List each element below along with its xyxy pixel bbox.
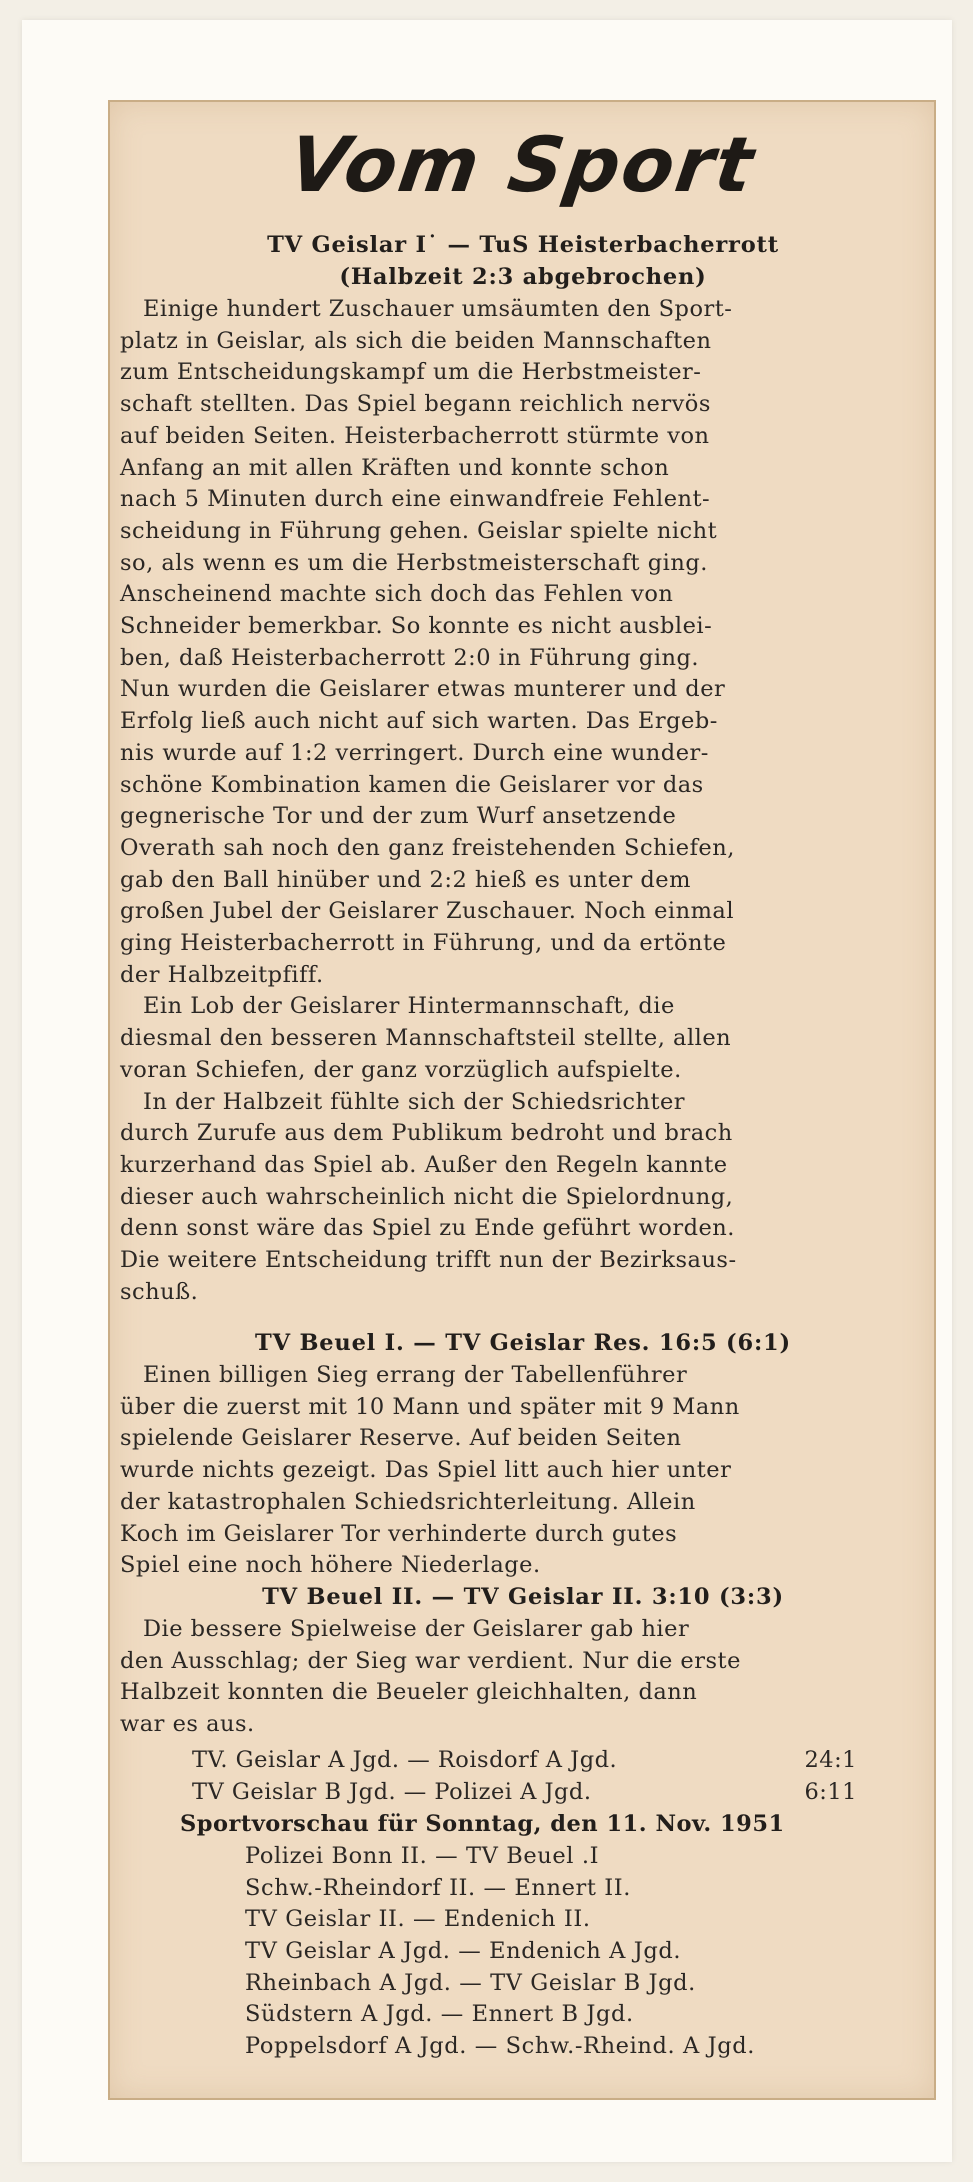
sport-preview-heading: Sportvorschau für Sonntag, den 11. Nov. 1951 <box>180 1811 785 1837</box>
article-2-body: Einen billigen Sieg errang der Tabellenführer über die zuerst mit 10 Mann und später mit 9 Mann spielende Geislarer Reserve. Auf beiden Seiten wurde nichts gezeigt. Das Spiel litt auch hier unter der katastrophalen Schiedsrichterleitung. Allein Koch im Geislarer Tor verhinderte durch gutes Spiel eine noch höhere Niederlage. <box>120 1362 740 1579</box>
article-3-headline: TV Beuel II. — TV Geislar II. 3:10 (3:3) <box>262 1584 784 1610</box>
fixture-item: TV Geislar A Jgd. — Endenich A Jgd. <box>245 1938 682 1965</box>
fixture-item: Rheinbach A Jgd. — TV Geislar B Jgd. <box>245 1969 696 1996</box>
article-1-subheadline: (Halbzeit 2:3 abgebrochen) <box>339 264 707 290</box>
fixture-item: Südstern A Jgd. — Ennert B Jgd. <box>245 2001 634 2028</box>
result-row <box>192 1777 857 1809</box>
result-match: TV. Geislar A Jgd. — Roisdorf A Jgd. <box>192 1747 618 1773</box>
fixture-item: Polizei Bonn II. — TV Beuel .I <box>245 1843 600 1869</box>
fixture-item: TV Geislar II. — Endenich II. <box>245 1906 591 1933</box>
fixture-list <box>245 1841 755 2063</box>
result-score: 6:11 <box>804 1778 857 1805</box>
result-row <box>192 1745 857 1777</box>
article-1-body: Einige hundert Zuschauer umsäumten den Sport- platz in Geislar, als sich die beiden Mannschaften zum Entscheidungskampf um die Herbstmeister- schaft stellten. Das Spiel begann reichlich nervös auf beiden Seiten. Heisterbacherrott stürmte von Anfang an mit allen Kräften und konnte schon nach 5 Minuten durch eine einwandfreie Fehlent- scheidung in Führung gehen. Geislar spielte nicht so, als wenn es um die Herbstmeisterschaft ging. Anscheinend machte sich doch das Fehlen von Schneider bemerkbar. So konnte es nicht ausblei- ben, daß Heisterbacherrott 2:0 in Führung ging. Nun wurden die Geislarer etwas munterer und der Erfolg ließ auch nicht auf sich warten. Das Ergeb- nis wurde auf 1:2 verringert. Durch eine wunder- schöne Kombination kamen die Geislarer vor das gegnerische Tor und der zum Wurf ansetzende Overath sah noch den ganz freistehenden Schiefen, gab den Ball hinüber und 2:2 hieß es unter dem großen Jubel der Geislarer Zuschauer. Noch einmal ging Heisterbacherrott in Führung, und da ertönte der Halbzeitpfiff. Ein Lob der Geislarer Hintermannschaft, die diesmal den besseren Mannschaftsteil stellte, allen voran Schiefen, der ganz vorzüglich aufspielte. In der Halbzeit fühlte sich der Schiedsrichter durch Zurufe aus dem Publikum bedroht und brach kurzerhand das Spiel ab. Außer den Regeln kannte dieser auch wahrscheinlich nicht die Spielordnung, denn sonst wäre das Spiel zu Ende geführt worden. Die weitere Entscheidung trifft nun der Bezirksaus- schuß. <box>120 296 737 1305</box>
article-2-headline: TV Beuel I. — TV Geislar Res. 16:5 (6:1) <box>255 1330 791 1356</box>
article-1-headline: TV Geislar I˙ — TuS Heisterbacherrott <box>267 232 779 258</box>
article-3-body: Die bessere Spielweise der Geislarer gab hier den Ausschlag; der Sieg war verdient. Nur die erste Halbzeit konnten die Beueler gleichhalten, dann war es aus. <box>120 1616 741 1738</box>
newspaper-clipping <box>108 100 936 2100</box>
masthead-vom-sport: Vom Sport <box>283 120 761 209</box>
youth-results <box>192 1745 857 1808</box>
fixture-item: Poppelsdorf A Jgd. — Schw.-Rheind. A Jgd. <box>245 2033 755 2060</box>
result-score: 24:1 <box>804 1747 857 1773</box>
fixture-item: Schw.-Rheindorf II. — Ennert II. <box>245 1874 632 1901</box>
result-match: TV Geislar B Jgd. — Polizei A Jgd. <box>192 1778 592 1805</box>
